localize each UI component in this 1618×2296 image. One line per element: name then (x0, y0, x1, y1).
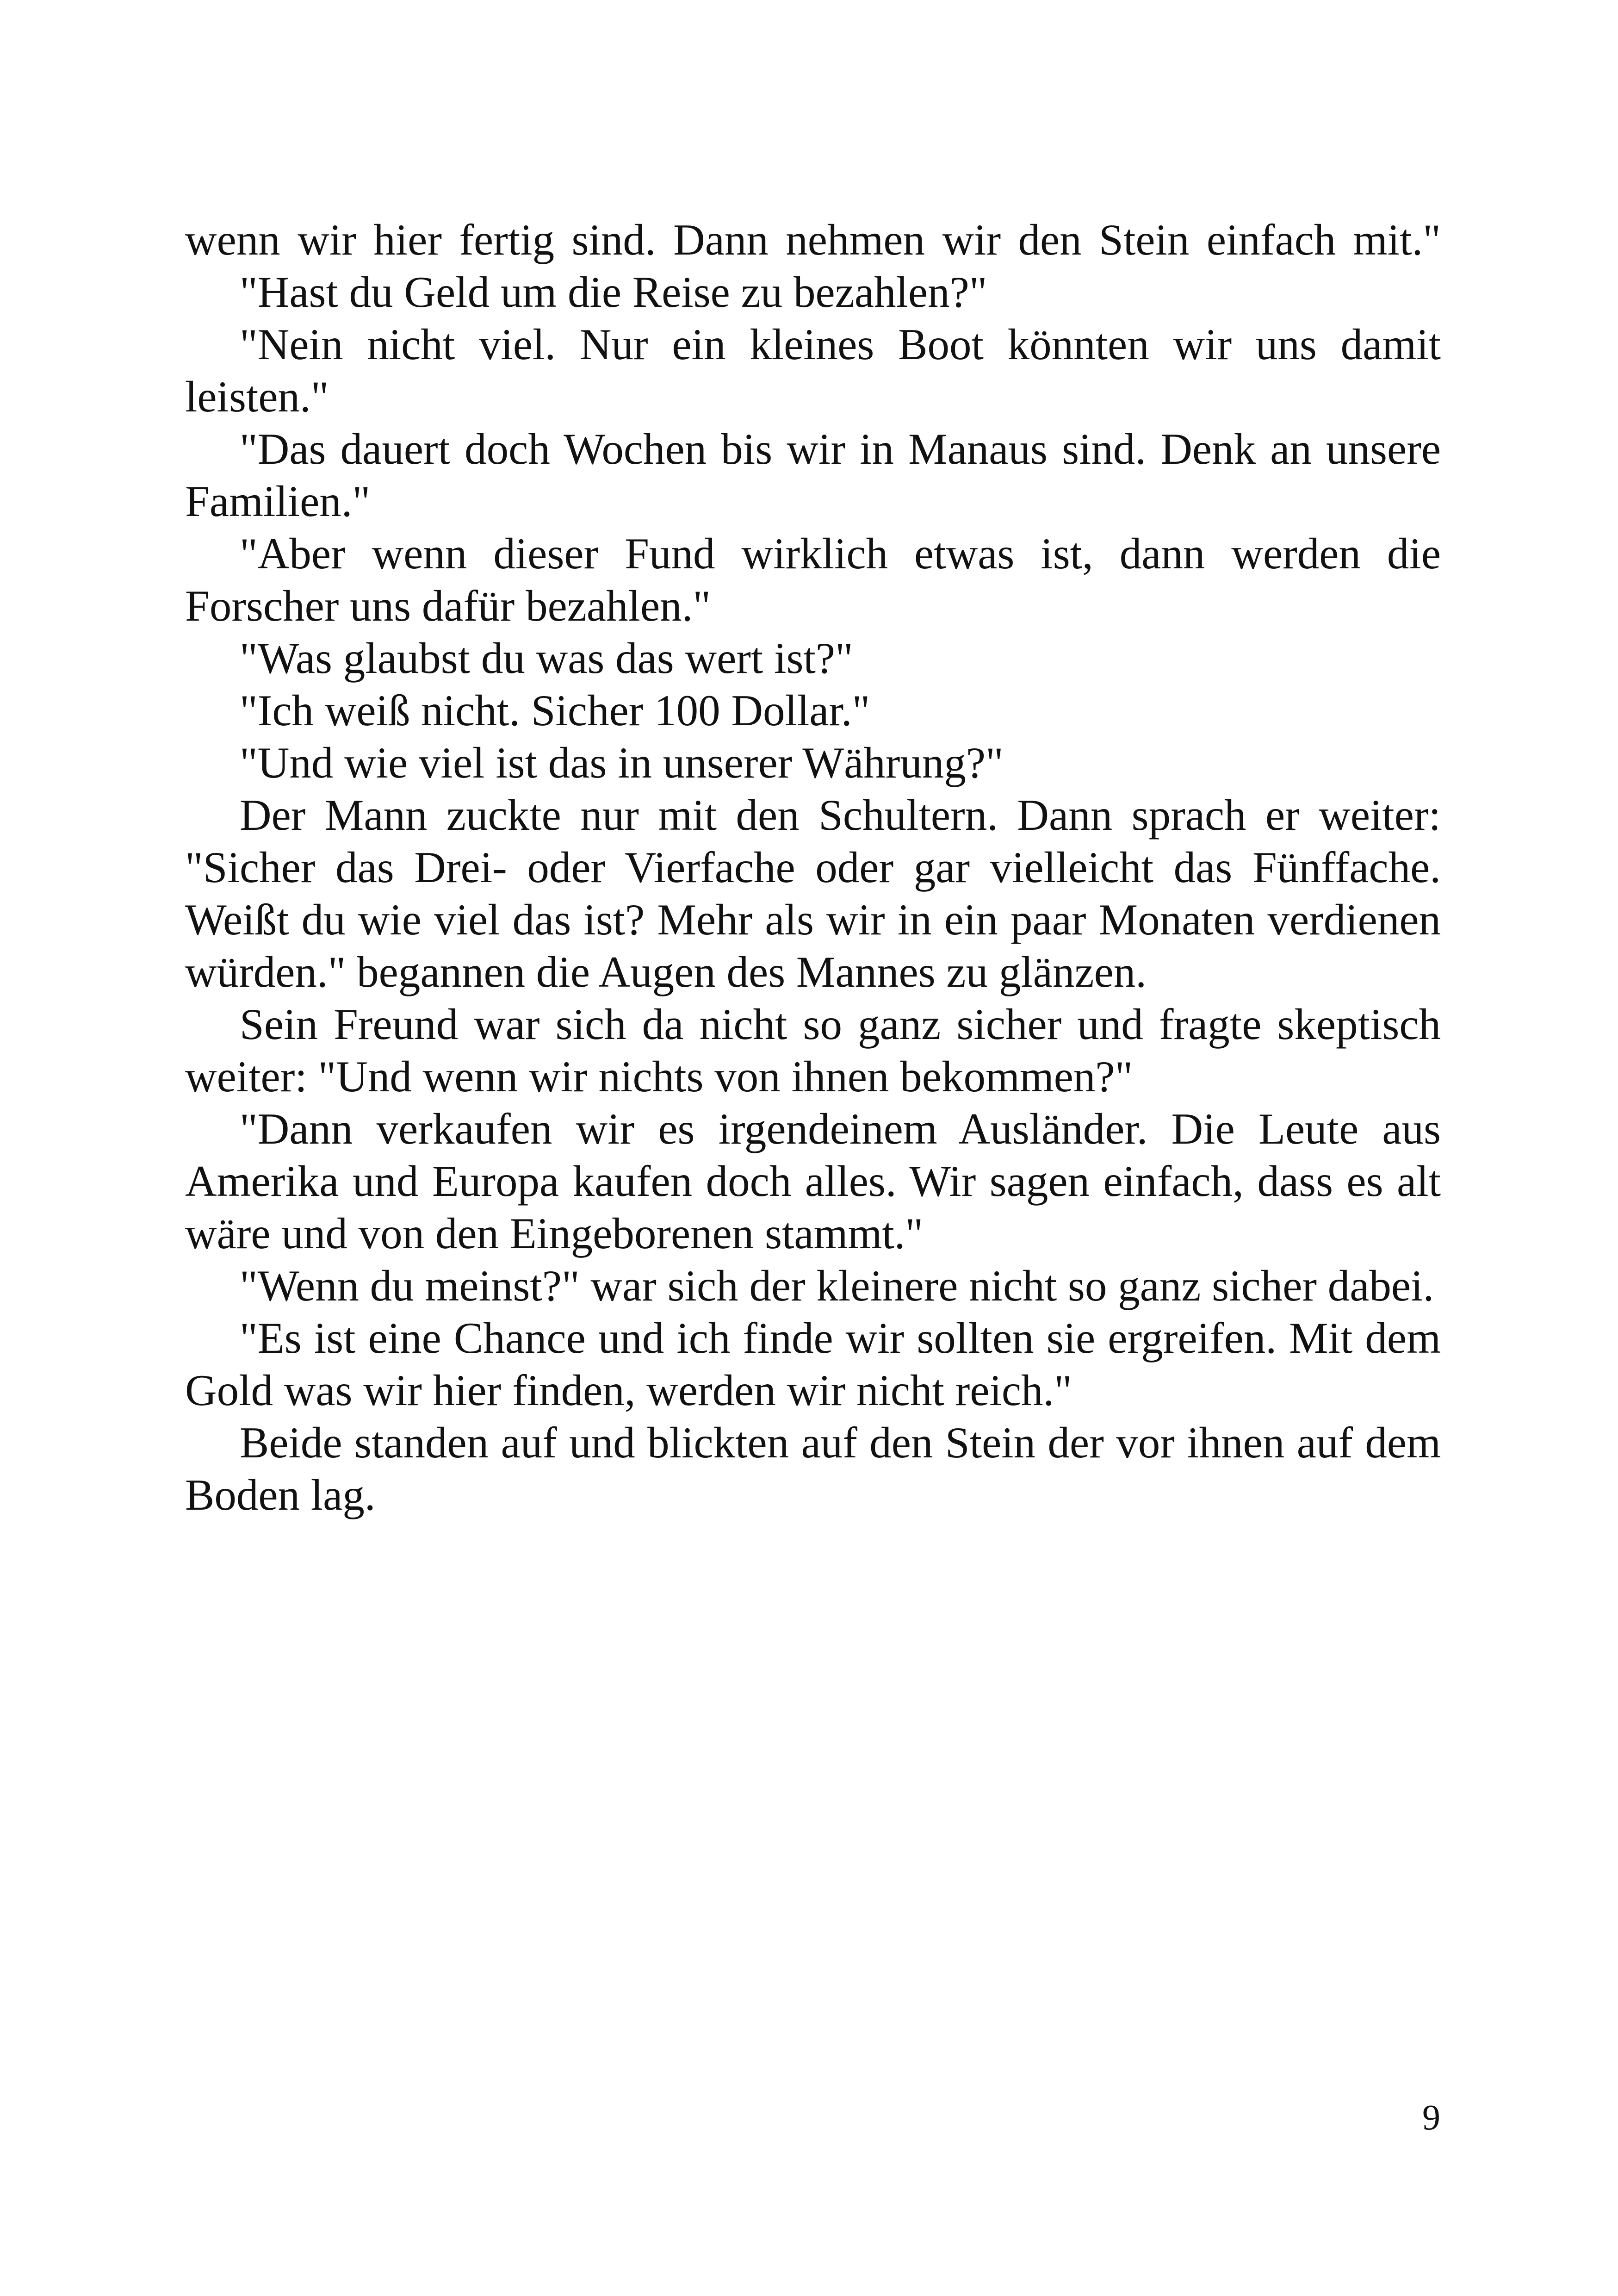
paragraph: "Was glaubst du was das wert ist?" (240, 634, 853, 683)
paragraph: wenn wir hier fertig sind. Dann nehmen wir den Stein einfach mit." (185, 215, 1441, 264)
paragraph: Der Mann zuckte nur mit den Schultern. Dann sprach er weiter: "Sicher das Drei- oder Vierfache oder gar vielleicht das Fünffache. Weißt du wie viel das ist? Mehr als wir in ein paar Monaten verdienen würden." begannen die Augen des Mannes zu glänzen. (185, 790, 1441, 996)
paragraph: "Und wie viel ist das in unserer Währung?" (240, 738, 1004, 787)
paragraph: "Ich weiß nicht. Sicher 100 Dollar." (240, 686, 870, 735)
paragraph: "Nein nicht viel. Nur ein kleines Boot könnten wir uns damit leisten." (185, 320, 1441, 421)
paragraph: "Dann verkaufen wir es irgendeinem Ausländer. Die Leute aus Amerika und Europa kaufen doch alles. Wir sagen einfach, dass es alt wäre und von den Eingeborenen stammt." (185, 1104, 1441, 1258)
page-number: 9 (1422, 2097, 1440, 2137)
paragraph: "Hast du Geld um die Reise zu bezahlen?" (240, 268, 987, 317)
paragraph: Beide standen auf und blickten auf den Stein der vor ihnen auf dem Boden lag. (185, 1418, 1441, 1519)
paragraph: "Es ist eine Chance und ich finde wir sollten sie ergreifen. Mit dem Gold was wir hier finden, werden wir nicht reich." (185, 1313, 1441, 1415)
paragraph: "Das dauert doch Wochen bis wir in Manaus sind. Denk an unsere Familien." (185, 424, 1441, 526)
paragraph: "Aber wenn dieser Fund wirklich etwas ist, dann werden die Forscher uns dafür bezahlen." (185, 529, 1441, 630)
paragraph: Sein Freund war sich da nicht so ganz sicher und fragte skeptisch weiter: "Und wenn wir nichts von ihnen bekommen?" (185, 1000, 1441, 1101)
paragraph: "Wenn du meinst?" war sich der kleinere nicht so ganz sicher dabei. (240, 1261, 1434, 1310)
body-text (185, 214, 1441, 1521)
